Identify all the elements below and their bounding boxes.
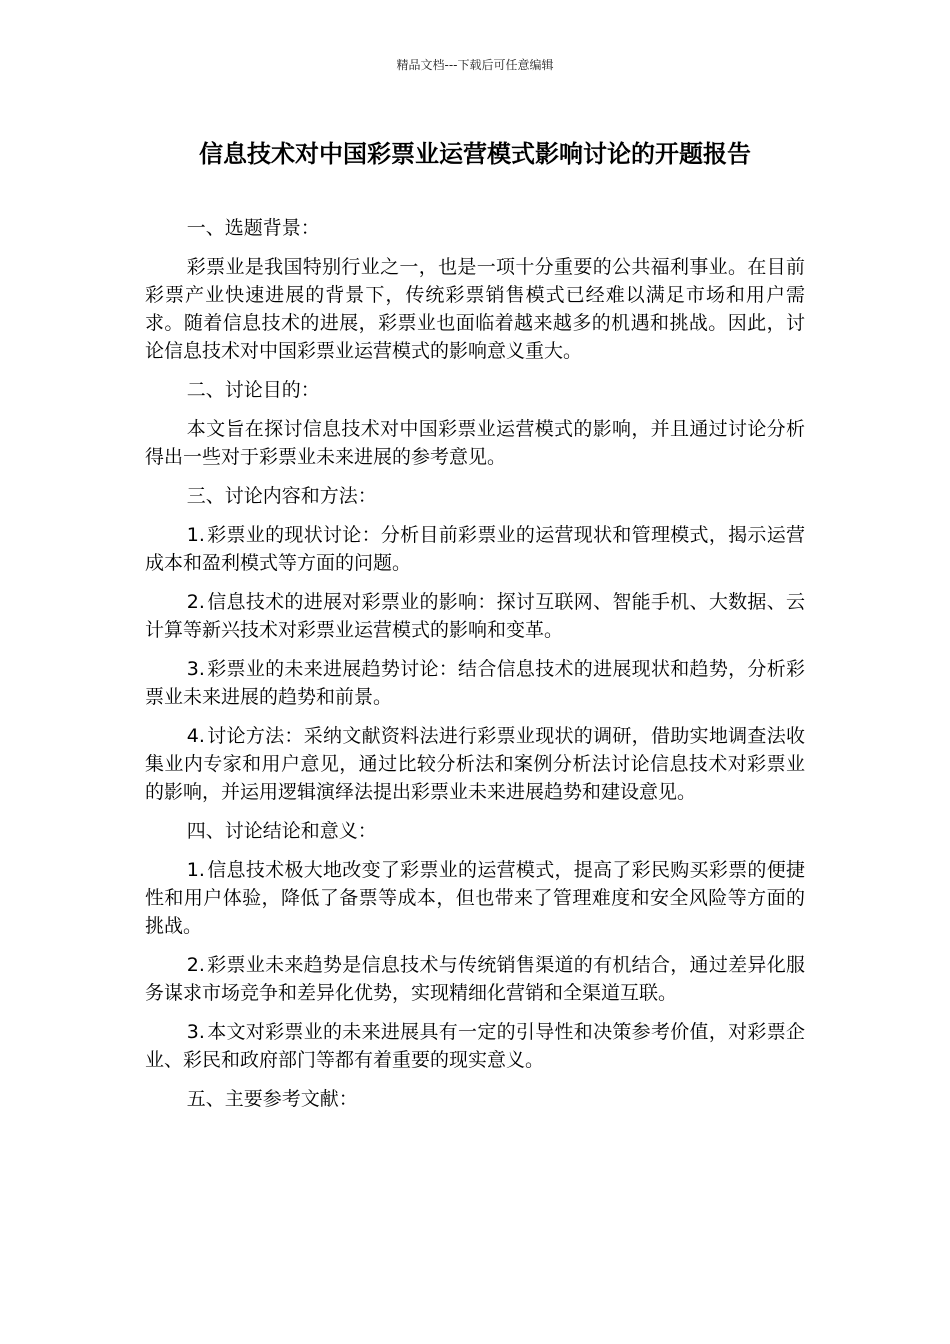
item-number: 3. <box>186 658 205 680</box>
item-number: 4. <box>186 725 205 747</box>
methods-item-4 <box>145 722 805 806</box>
conclusions-item-3 <box>145 1018 805 1074</box>
item-text: 信息技术极大地改变了彩票业的运营模式，提高了彩民购买彩票的便捷性和用户体验，降低了备票等成本，但也带来了管理难度和安全风险等方面的挑战。 <box>145 859 805 937</box>
item-text: 信息技术的进展对彩票业的影响：探讨互联网、智能手机、大数据、云计算等新兴技术对彩票业运营模式的影响和变革。 <box>145 591 805 641</box>
methods-item-2 <box>145 588 805 644</box>
section-heading-references: 五、主要参考文献： <box>186 1088 358 1110</box>
section-heading-methods: 三、讨论内容和方法： <box>186 485 377 507</box>
item-text: 彩票业未来趋势是信息技术与传统销售渠道的有机结合，通过差异化服务谋求市场竞争和差异化优势，实现精细化营销和全渠道互联。 <box>145 954 805 1004</box>
conclusions-item-1 <box>145 856 805 940</box>
item-text: 讨论方法：采纳文献资料法进行彩票业现状的调研，借助实地调查法收集业内专家和用户意见，通过比较分析法和案例分析法讨论信息技术对彩票业的影响，并运用逻辑演绎法提出彩票业未来进展趋势和建设意见。 <box>145 725 805 803</box>
item-text: 本文对彩票业的未来进展具有一定的引导性和决策参考价值，对彩票企业、彩民和政府部门等都有着重要的现实意义。 <box>145 1021 805 1071</box>
item-text: 彩票业的未来进展趋势讨论：结合信息技术的进展现状和趋势，分析彩票业未来进展的趋势和前景。 <box>145 658 805 708</box>
methods-item-3 <box>145 655 805 711</box>
item-number: 2. <box>186 591 205 613</box>
methods-item-1 <box>145 521 805 577</box>
section-heading-background: 一、选题背景： <box>186 217 320 239</box>
item-number: 1. <box>186 859 205 881</box>
item-number: 2. <box>186 954 205 976</box>
item-number: 1. <box>186 524 205 546</box>
item-number: 3. <box>186 1021 205 1043</box>
item-text: 彩票业的现状讨论：分析目前彩票业的运营现状和管理模式，揭示运营成本和盈利模式等方面的问题。 <box>145 524 805 574</box>
section-heading-purpose: 二、讨论目的： <box>186 379 320 401</box>
page-header-watermark: 精品文档---下载后可任意编辑 <box>396 58 554 72</box>
document-body <box>145 214 805 1124</box>
conclusions-item-2 <box>145 951 805 1007</box>
background-paragraph: 彩票业是我国特别行业之一，也是一项十分重要的公共福利事业。在目前彩票产业快速进展的背景下，传统彩票销售模式已经难以满足市场和用户需求。随着信息技术的进展，彩票业也面临着越来越多的机遇和挑战。因此，讨论信息技术对中国彩票业运营模式的影响意义重大。 <box>145 256 805 362</box>
document-title: 信息技术对中国彩票业运营模式影响讨论的开题报告 <box>199 140 751 168</box>
section-heading-conclusions: 四、讨论结论和意义： <box>186 820 377 842</box>
purpose-paragraph: 本文旨在探讨信息技术对中国彩票业运营模式的影响，并且通过讨论分析得出一些对于彩票业未来进展的参考意见。 <box>145 418 805 468</box>
